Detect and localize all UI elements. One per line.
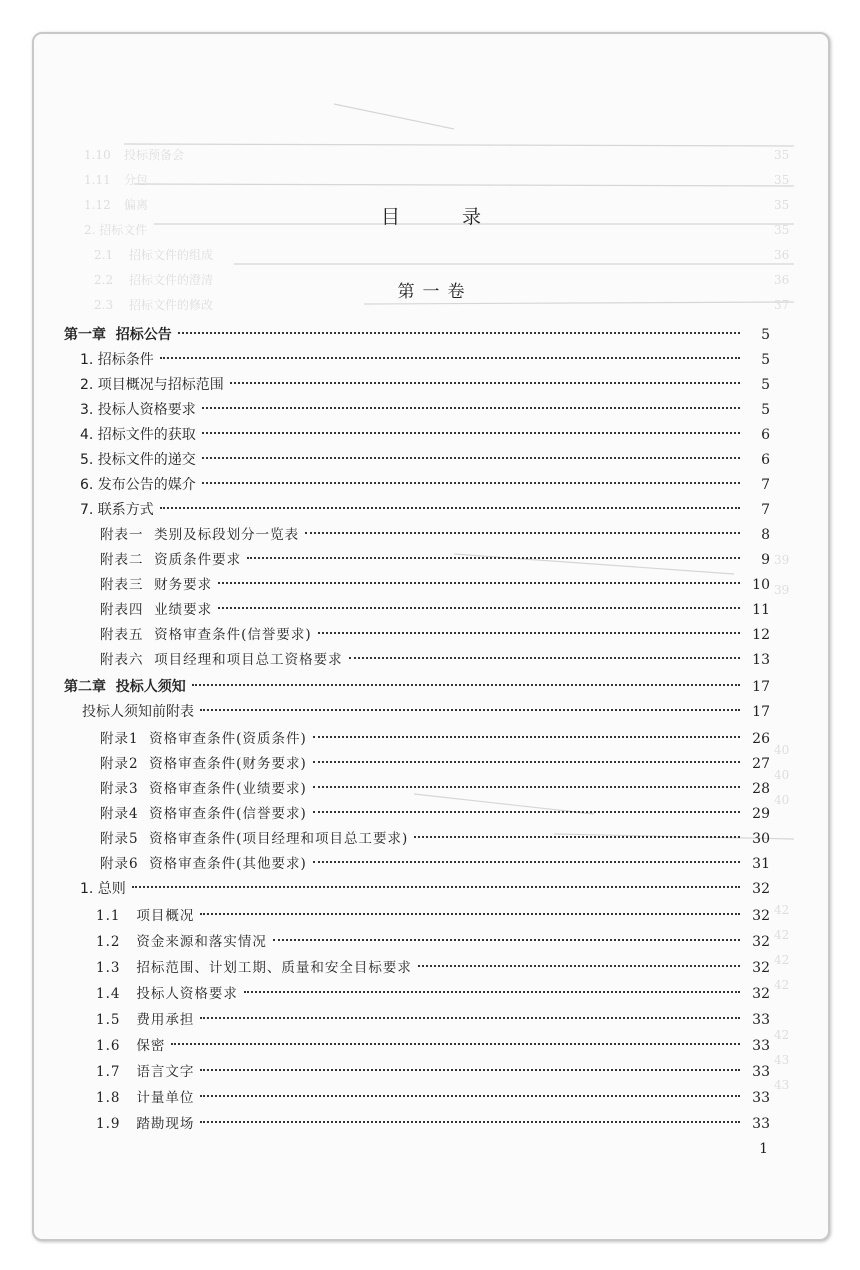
toc-entry-label: 1.3 招标范围、计划工期、质量和安全目标要求 — [96, 960, 412, 976]
toc-entry[interactable] — [100, 727, 770, 751]
toc-entry-page: 31 — [752, 856, 770, 872]
toc-entry-page: 11 — [752, 602, 770, 618]
toc-entry-label: 附表六 项目经理和项目总工资格要求 — [100, 652, 343, 668]
svg-text:1.10: 1.10 — [84, 148, 111, 162]
svg-text:2. 招标文件: 2. 招标文件 — [84, 223, 148, 237]
leader-dots — [313, 761, 740, 763]
svg-text:1.12: 1.12 — [84, 198, 111, 212]
svg-text:招标文件的澄清: 招标文件的澄清 — [129, 273, 214, 287]
svg-text:36: 36 — [774, 248, 790, 262]
toc-entry-page: 33 — [752, 1116, 770, 1132]
toc-entry[interactable] — [96, 904, 770, 928]
toc-entry[interactable] — [100, 852, 770, 876]
toc-entry-label: 1.2 资金来源和落实情况 — [96, 934, 267, 950]
toc-entry-label: 1.7 语言文字 — [96, 1064, 195, 1080]
toc-entry[interactable] — [80, 423, 770, 447]
toc-entry[interactable] — [80, 448, 770, 472]
toc-entry-page: 5 — [761, 327, 770, 343]
toc-entry-page: 32 — [752, 986, 770, 1002]
leader-dots — [132, 886, 740, 888]
toc-entry-label: 7. 联系方式 — [80, 502, 154, 518]
toc-entry-label: 附录4 资格审查条件(信誉要求) — [100, 806, 307, 822]
document-page — [32, 32, 830, 1241]
leader-dots — [202, 432, 740, 434]
toc-entry-page: 33 — [752, 1038, 770, 1054]
toc-entry-label: 4. 招标文件的获取 — [80, 427, 196, 443]
toc-entry-label: 附表五 资格审查条件(信誉要求) — [100, 627, 312, 643]
svg-text:2.2: 2.2 — [94, 273, 114, 287]
leader-dots — [202, 457, 740, 459]
toc-entry-page: 33 — [752, 1090, 770, 1106]
toc-entry-page: 32 — [752, 934, 770, 950]
svg-text:分包: 分包 — [124, 173, 149, 187]
toc-entry-label: 附表三 财务要求 — [100, 577, 213, 593]
leader-dots — [202, 482, 740, 484]
leader-dots — [178, 332, 740, 334]
leader-dots — [200, 1069, 740, 1071]
toc-entry[interactable] — [80, 348, 770, 372]
leader-dots — [349, 657, 740, 659]
leader-dots — [200, 709, 740, 711]
svg-text:35: 35 — [774, 173, 790, 187]
toc-entry[interactable] — [96, 1060, 770, 1084]
leader-dots — [218, 607, 740, 609]
toc-entry[interactable] — [80, 498, 770, 522]
svg-text:42: 42 — [774, 978, 790, 992]
toc-entry[interactable] — [100, 623, 770, 647]
toc-entry-label: 第二章 投标人须知 — [64, 679, 186, 695]
leader-dots — [318, 632, 740, 634]
toc-entry[interactable] — [96, 1034, 770, 1058]
toc-entry-page: 5 — [761, 377, 770, 393]
toc-entry[interactable] — [96, 1112, 770, 1136]
toc-entry[interactable] — [96, 1008, 770, 1032]
toc-entry[interactable] — [100, 777, 770, 801]
svg-text:36: 36 — [774, 273, 790, 287]
toc-entry[interactable] — [82, 700, 770, 724]
leader-dots — [171, 1043, 740, 1045]
toc-entry-page: 17 — [752, 679, 770, 695]
toc-entry[interactable] — [100, 523, 770, 547]
toc-entry-label: 6. 发布公告的媒介 — [80, 477, 196, 493]
toc-entry[interactable] — [80, 373, 770, 397]
svg-text:35: 35 — [774, 198, 790, 212]
svg-text:2.1: 2.1 — [94, 248, 114, 262]
volume-title: 第一卷 — [397, 282, 473, 302]
toc-entry-page: 7 — [761, 502, 770, 518]
toc-entry[interactable] — [64, 675, 770, 699]
leader-dots — [273, 939, 740, 941]
svg-text:43: 43 — [774, 1078, 790, 1092]
leader-dots — [192, 684, 740, 686]
leader-dots — [305, 532, 740, 534]
svg-text:42: 42 — [774, 903, 790, 917]
toc-entry-page: 32 — [752, 908, 770, 924]
toc-entry-label: 1. 招标条件 — [80, 352, 154, 368]
svg-text:37: 37 — [774, 298, 790, 312]
toc-entry-page: 17 — [752, 704, 770, 720]
toc-entry-label: 附录2 资格审查条件(财务要求) — [100, 756, 307, 772]
toc-entry[interactable] — [100, 827, 770, 851]
toc-entry-label: 1.9 踏勘现场 — [96, 1116, 195, 1132]
svg-text:39: 39 — [774, 583, 790, 597]
toc-entry[interactable] — [100, 752, 770, 776]
leader-dots — [202, 407, 740, 409]
svg-text:42: 42 — [774, 1028, 790, 1042]
page-number: 1 — [759, 1141, 768, 1157]
svg-text:投标预备会: 投标预备会 — [124, 148, 185, 162]
toc-entry-label: 附录5 资格审查条件(项目经理和项目总工要求) — [100, 831, 409, 847]
toc-entry-page: 26 — [752, 731, 770, 747]
page-title: 目 录 — [380, 206, 510, 228]
toc-entry-label: 5. 投标文件的递交 — [80, 452, 196, 468]
toc-entry-page: 9 — [761, 552, 770, 568]
toc-entry-label: 第一章 招标公告 — [64, 327, 172, 343]
leader-dots — [160, 357, 740, 359]
svg-text:招标文件的修改: 招标文件的修改 — [129, 298, 214, 312]
toc-entry-label: 附录1 资格审查条件(资质条件) — [100, 731, 307, 747]
toc-entry-page: 33 — [752, 1012, 770, 1028]
toc-entry-page: 28 — [752, 781, 770, 797]
leader-dots — [313, 786, 740, 788]
svg-text:招标文件的组成: 招标文件的组成 — [129, 248, 214, 262]
toc-entry-page: 5 — [761, 352, 770, 368]
toc-entry[interactable] — [100, 573, 770, 597]
toc-entry[interactable] — [80, 473, 770, 497]
leader-dots — [247, 557, 740, 559]
leader-dots — [160, 507, 740, 509]
leader-dots — [313, 736, 740, 738]
toc-entry-label: 1.4 投标人资格要求 — [96, 986, 238, 1002]
toc-entry-label: 2. 项目概况与招标范围 — [80, 377, 224, 393]
toc-entry[interactable] — [96, 930, 770, 954]
toc-entry-label: 1.6 保密 — [96, 1038, 166, 1054]
leader-dots — [230, 382, 740, 384]
toc-entry-page: 27 — [752, 756, 770, 772]
leader-dots — [200, 1095, 740, 1097]
toc-entry[interactable] — [64, 323, 770, 347]
toc-entry-page: 6 — [761, 427, 770, 443]
svg-text:35: 35 — [774, 223, 790, 237]
toc-entry[interactable] — [100, 548, 770, 572]
svg-text:35: 35 — [774, 148, 790, 162]
toc-entry-page: 32 — [752, 881, 770, 897]
svg-text:1.11: 1.11 — [84, 173, 111, 187]
toc-entry-page: 33 — [752, 1064, 770, 1080]
toc-entry-label: 附表四 业绩要求 — [100, 602, 213, 618]
leader-dots — [313, 861, 740, 863]
leader-dots — [418, 965, 740, 967]
svg-text:2.3: 2.3 — [94, 298, 114, 312]
toc-entry-label: 1.8 计量单位 — [96, 1090, 195, 1106]
toc-entry-label: 1.5 费用承担 — [96, 1012, 195, 1028]
toc-entry[interactable] — [96, 956, 770, 980]
toc-entry[interactable] — [80, 877, 770, 901]
svg-text:40: 40 — [774, 743, 790, 757]
toc-entry-page: 29 — [752, 806, 770, 822]
svg-text:42: 42 — [774, 953, 790, 967]
leader-dots — [200, 1121, 740, 1123]
leader-dots — [218, 582, 740, 584]
leader-dots — [313, 811, 740, 813]
toc-entry-page: 7 — [761, 477, 770, 493]
toc-entry-page: 13 — [752, 652, 770, 668]
leader-dots — [414, 836, 740, 838]
toc-entry-label: 附表二 资质条件要求 — [100, 552, 242, 568]
toc-entry-label: 附表一 类别及标段划分一览表 — [100, 527, 300, 543]
toc-entry-page: 30 — [752, 831, 770, 847]
toc-entry-page: 12 — [752, 627, 770, 643]
svg-text:39: 39 — [774, 553, 790, 567]
svg-text:偏离: 偏离 — [124, 198, 149, 212]
toc-entry-label: 1. 总则 — [80, 881, 126, 897]
toc-entry[interactable] — [96, 982, 770, 1006]
leader-dots — [200, 913, 740, 915]
svg-text:43: 43 — [774, 1053, 790, 1067]
toc-entry-label: 附录6 资格审查条件(其他要求) — [100, 856, 307, 872]
toc-entry[interactable] — [96, 1086, 770, 1110]
toc-entry-label: 附录3 资格审查条件(业绩要求) — [100, 781, 307, 797]
toc-entry[interactable] — [100, 802, 770, 826]
toc-entry-page: 5 — [761, 402, 770, 418]
toc-entry-label: 投标人须知前附表 — [82, 704, 194, 720]
toc-entry[interactable] — [100, 598, 770, 622]
leader-dots — [244, 991, 740, 993]
svg-text:40: 40 — [774, 793, 790, 807]
toc-entry-page: 10 — [752, 577, 770, 593]
svg-text:40: 40 — [774, 768, 790, 782]
toc-entry-page: 6 — [761, 452, 770, 468]
toc-entry[interactable] — [100, 648, 770, 672]
toc-entry-label: 1.1 项目概况 — [96, 908, 195, 924]
toc-entry-label: 3. 投标人资格要求 — [80, 402, 196, 418]
toc-entry[interactable] — [80, 398, 770, 422]
toc-entry-page: 8 — [761, 527, 770, 543]
svg-text:42: 42 — [774, 928, 790, 942]
toc-entry-page: 32 — [752, 960, 770, 976]
leader-dots — [200, 1017, 740, 1019]
